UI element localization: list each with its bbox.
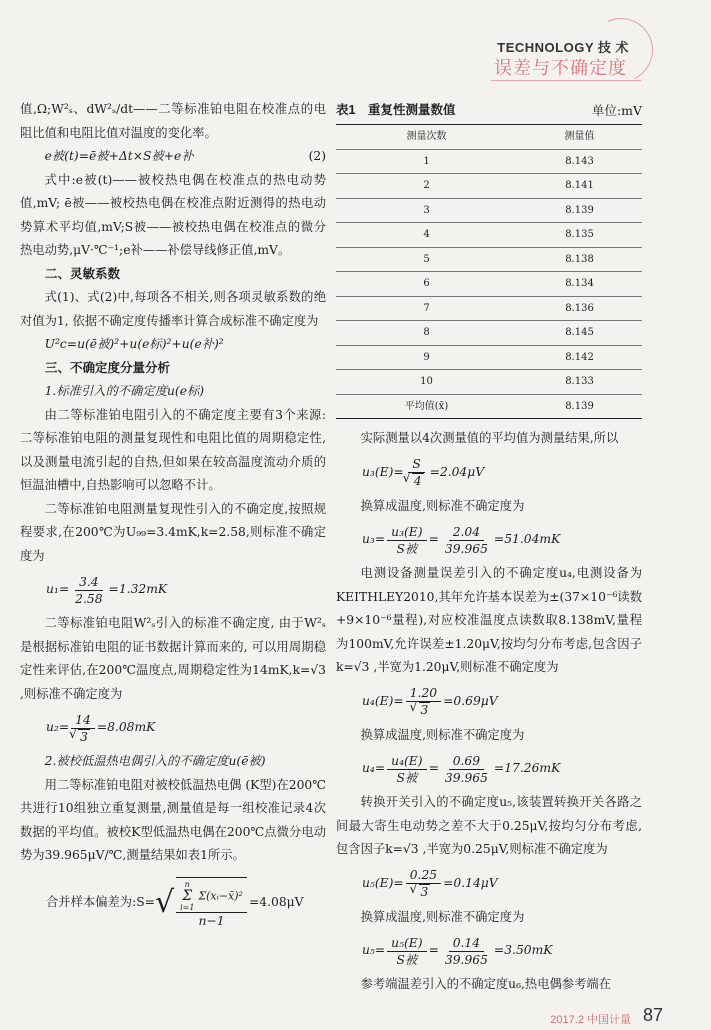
table-row <box>336 247 642 272</box>
equation-lhs: u₅(E)= <box>362 875 404 890</box>
table-cell: 10 <box>336 370 517 395</box>
equation-u3E <box>336 451 642 495</box>
equation-lhs: u₅= <box>362 943 386 958</box>
summation <box>180 880 194 912</box>
table-row <box>336 370 642 395</box>
numerator: S <box>408 456 424 473</box>
fraction <box>441 935 492 968</box>
subsection-heading: 1.标准引入的不确定度u(e标) <box>44 384 205 398</box>
fraction <box>406 685 441 718</box>
table-cell: 8.133 <box>517 370 642 395</box>
table-cell: 8.135 <box>517 223 642 248</box>
header-category: TECHNOLOGY 技 术 <box>497 40 629 55</box>
table-cell: 8.139 <box>517 198 642 223</box>
fraction <box>387 935 426 968</box>
equation-u3 <box>336 518 642 562</box>
equation-u5E <box>336 862 642 906</box>
numerator: u₅(E) <box>387 935 426 952</box>
table-title: 表1 重复性测量数值 <box>336 103 456 118</box>
table-row <box>336 394 642 419</box>
fraction <box>387 753 426 786</box>
paragraph: 二等标准铂电阻测量复现性引入的不确定度,按照规程要求,在200℃为U₉₉=3.4mK,k=2.58,则标准不确定度为 <box>20 501 326 563</box>
table-row <box>336 321 642 346</box>
table-cell: 4 <box>336 223 517 248</box>
table-row <box>336 149 642 174</box>
denominator <box>413 884 435 900</box>
equation-u5 <box>336 929 642 973</box>
table-header-cell: 测量值 <box>517 125 642 150</box>
sqrt-radicand: √ 3 <box>419 884 431 899</box>
sum-term: Σ(xᵢ−x̄)² <box>198 889 243 902</box>
table-cell: 8.145 <box>517 321 642 346</box>
table-row <box>336 223 642 248</box>
fraction <box>71 712 95 745</box>
table-cell: 5 <box>336 247 517 272</box>
repeatability-table <box>336 124 642 419</box>
equation-result: =51.04mK <box>493 532 561 547</box>
equation-result: =2.04μV <box>429 464 485 479</box>
equation-result: =3.50mK <box>493 943 553 958</box>
denominator: S被 <box>396 541 418 556</box>
table-cell: 8.136 <box>517 296 642 321</box>
fraction <box>71 574 106 607</box>
section-heading: 三、不确定度分量分析 <box>45 360 171 375</box>
table-row <box>336 174 642 199</box>
journal-issue: 2017.2 中国计量 <box>550 1014 631 1026</box>
fraction <box>176 877 247 929</box>
sum-upper: n <box>184 879 190 889</box>
table-cell: 8.141 <box>517 174 642 199</box>
equation-lhs: u₃(E)= <box>362 464 404 479</box>
sqrt-radicand: √ 3 <box>419 702 431 717</box>
header-section-title: 误差与不确定度 <box>494 58 627 78</box>
equation-lhs: 合并样本偏差为:S= <box>46 894 155 909</box>
table-cell: 8.143 <box>517 149 642 174</box>
paragraph: 式(1)、式(2)中,每项各不相关,则各项灵敏系数的绝对值为1, 依据不确定度传播率计算合成标准不确定度为 <box>20 290 326 328</box>
denominator: S被 <box>396 770 418 785</box>
right-column <box>336 98 642 997</box>
equation-body: e被(t)=ē被+Δt×S被+e补 <box>44 149 194 163</box>
table-cell: 7 <box>336 296 517 321</box>
equals-sign: = <box>428 943 439 958</box>
equation-lhs: u₄(E)= <box>362 693 404 708</box>
equation-lhs: u₃= <box>362 532 386 547</box>
numerator: u₃(E) <box>387 524 426 541</box>
page-number: 87 <box>642 1005 663 1025</box>
subsection-heading: 2.被校低温热电偶引入的不确定度u(ē被) <box>44 754 266 768</box>
table-cell: 8.139 <box>517 394 642 419</box>
numerator: 0.14 <box>449 935 484 952</box>
numerator: 0.69 <box>449 753 484 770</box>
equation-lhs: u₄= <box>362 761 386 776</box>
table-caption <box>336 98 642 124</box>
table-unit: 单位:mV <box>591 103 642 119</box>
denominator <box>413 702 435 718</box>
table-cell: 平均值(x̄) <box>336 394 517 419</box>
header-underline <box>491 80 641 81</box>
page-footer <box>0 1005 711 1030</box>
paragraph: 转换开关引入的不确定度u₅,该装置转换开关各路之间最大寄生电动势之差不大于0.25μV,按均匀分布考虑,包含因子k=√3 ,半宽为0.25μV,则标准不确定度为 <box>336 795 642 856</box>
paragraph: 用二等标准铂电阻对被校低温热电偶 (K型)在200℃共进行10组独立重复测量,测量值是每一组校准记录4次数据的平均值。被校K型低温热电偶在200℃点微分电动势为39.965μV/℃,测量结果如表1所示。 <box>20 777 326 862</box>
denominator <box>72 729 94 745</box>
table-row <box>336 345 642 370</box>
paragraph: 换算成温度,则标准不确定度为 <box>360 909 525 924</box>
equation-u4E <box>336 680 642 724</box>
table-header-cell: 测量次数 <box>336 125 517 150</box>
left-column <box>20 98 326 938</box>
sum-sigma: Σ <box>182 887 193 904</box>
equals-sign: = <box>428 532 439 547</box>
equation-number: (2) <box>308 149 326 163</box>
equation-u4 <box>336 747 642 791</box>
fraction <box>387 524 426 557</box>
table-cell: 8.134 <box>517 272 642 297</box>
table-cell: 3 <box>336 198 517 223</box>
equation-lhs: u₁= <box>46 582 70 597</box>
numerator <box>176 880 247 913</box>
sqrt-radicand: √ 4 <box>412 473 424 488</box>
fraction <box>406 456 428 489</box>
equation-u1 <box>20 568 326 612</box>
table-row <box>336 272 642 297</box>
paragraph: 值,Ω;W²ₛ、dW²ₛ/dt——二等标准铂电阻在校准点的电阻比值和电阻比值对温度的变化率。 <box>20 102 326 140</box>
numerator: 1.20 <box>406 685 441 702</box>
paragraph: 参考端温差引入的不确定度u₆,热电偶参考端在 <box>360 977 611 991</box>
equation-combined: U²c=u(ē被)²+u(e标)²+u(e补)² <box>44 337 224 351</box>
equation-result: =17.26mK <box>493 761 561 776</box>
table-cell: 1 <box>336 149 517 174</box>
equation-result: =0.14μV <box>443 875 498 890</box>
table-header-row <box>336 125 642 150</box>
fraction <box>441 524 492 557</box>
section-heading: 二、灵敏系数 <box>45 266 121 281</box>
equation-2 <box>20 145 326 169</box>
denominator: 39.965 <box>444 541 488 556</box>
denominator: n−1 <box>198 913 225 928</box>
fraction <box>406 867 441 900</box>
equation-result: =0.69μV <box>443 693 498 708</box>
numerator: 14 <box>71 712 95 729</box>
table-row <box>336 198 642 223</box>
sqrt-symbol: √ <box>154 884 175 920</box>
equation-result: =4.08μV <box>248 894 304 909</box>
sqrt-radicand: √ 3 <box>78 729 90 744</box>
table-row <box>336 296 642 321</box>
sum-lower: i=1 <box>180 902 195 912</box>
paragraph: 换算成温度,则标准不确定度为 <box>360 727 525 742</box>
equals-sign: = <box>428 761 439 776</box>
equation-u2 <box>20 706 326 750</box>
paragraph: 式中:e被(t)——被校热电偶在校准点的热电动势值,mV; ē被——被校热电偶在校准点附近测得的热电动势算术平均值,mV;S被——被校热电偶在校准点的微分热电动势,μV·℃⁻¹;e补——补偿导线修正值,mV。 <box>20 172 326 257</box>
denominator: 39.965 <box>444 770 488 785</box>
numerator: u₄(E) <box>387 753 426 770</box>
paragraph: 电测设备测量误差引入的不确定度u₄,电测设备为KEITHLEY2010,其年允许基本误差为±(37×10⁻⁶读数+9×10⁻⁶量程),对应校准温度点读数取8.138mV,量程为100mV,允许误差±1.20μV,按均匀分布考虑,包含因子k=√3 ,半宽为1.20μV,则标准不确定度为 <box>336 566 642 674</box>
equation-pooled-deviation <box>20 868 326 938</box>
equation-result: =1.32mK <box>108 582 168 597</box>
table-cell: 9 <box>336 345 517 370</box>
paragraph: 换算成温度,则标准不确定度为 <box>360 498 525 513</box>
equation-result: =8.08mK <box>96 720 156 735</box>
paragraph: 由二等标准铂电阻引入的不确定度主要有3个来源:二等标准铂电阻的测量复现性和电阻比值的周期稳定性,以及测量电流引起的自热,但如果在较高温度流动介质的恒温油槽中,自热影响可以忽略不计。 <box>20 407 326 492</box>
table-cell: 8 <box>336 321 517 346</box>
paragraph: 实际测量以4次测量值的平均值为测量结果,所以 <box>360 431 619 445</box>
denominator: S被 <box>396 952 418 967</box>
denominator: 2.58 <box>75 591 103 606</box>
fraction <box>441 753 492 786</box>
numerator: 2.04 <box>449 524 484 541</box>
page-header <box>0 0 711 90</box>
table-cell: 2 <box>336 174 517 199</box>
numerator: 3.4 <box>75 574 103 591</box>
denominator <box>406 473 428 489</box>
equation-lhs: u₂= <box>46 720 70 735</box>
table-cell: 6 <box>336 272 517 297</box>
paragraph: 二等标准铂电阻W²ₛ引入的标准不确定度, 由于W²ₛ是根据标准铂电阻的证书数据计算而来的, 可以用周期稳定性来评估,在200℃温度点,周期稳定性为14mK,k=√3 ,则标准不确定度为 <box>20 616 326 701</box>
numerator: 0.25 <box>406 867 441 884</box>
table-cell: 8.138 <box>517 247 642 272</box>
table-cell: 8.142 <box>517 345 642 370</box>
denominator: 39.965 <box>444 952 488 967</box>
